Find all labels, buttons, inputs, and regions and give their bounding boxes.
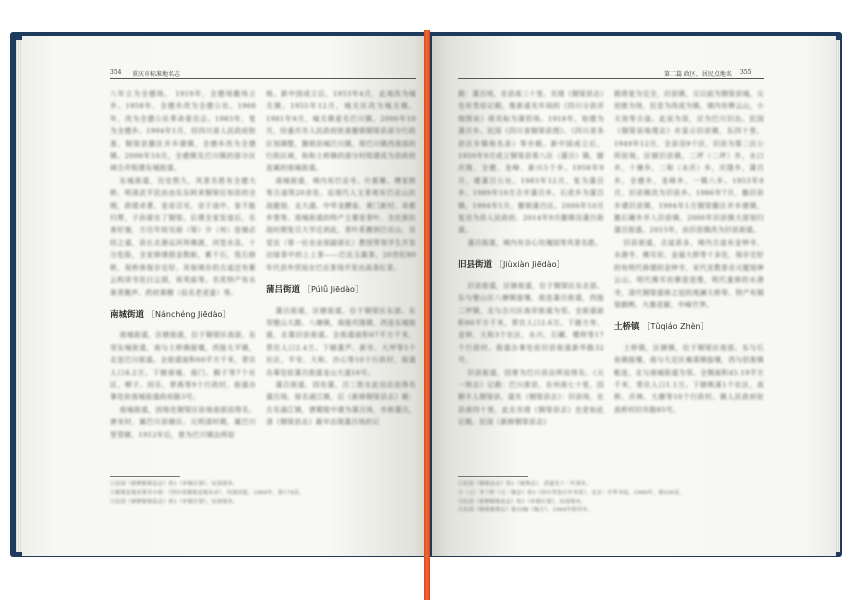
heading-name: 土桥镇 bbox=[614, 322, 640, 333]
footnote: ①民国《新修铜梁县志》卷1《乡镇区划》，民国刻本。 bbox=[110, 481, 239, 487]
paragraph: 载将更为完全，旧县镇，元以前为铜梁县城，元初废为场，民昔为改成为镇，境内有棒云山，小天池等古迹。此说为误，应为巴川旧治。民国《铜梁县地理志》亦显示旧县镇，东四十里。1949年12月，全县设9个区，旧县为第二区公所驻地，区辖旧县镇，二坪（二坪）乡，水口乡，十塘乡，二和（永庆）乡，庆隆乡，蒲吕乡，全德乡，龙峰乡，一镇八乡。1953年8月，旧县镇改为旧县乡。1986年7月，撤旧县乡建旧县镇，1994年1月铜梁撤区并乡建镇，撤石碾乡并入旧县镇，2006年旧县镇大部划归蒲吕街道。2015年，由旧县镇改为旧县街道。 bbox=[614, 90, 764, 235]
footnote: ②（元）李兰肸《元一统志》卷5《四川等处行中书省》，北京：中华书局，1966年，第530页。 bbox=[458, 489, 685, 496]
footnote: ③民国《新修铜梁县志》卷1《乡镇区划》，民国刻本。 bbox=[458, 498, 587, 505]
paragraph: 旧县街道，因曾为巴川县治所而得名。《元一统志》记载：巴川废县，在州南七十里，因朝丰人铜梁县。道光《铜梁县志》：旧县场，在县南四十里。此在光绪《铜梁县志》也是如此记载。民国《新修铜梁县志》 bbox=[458, 368, 604, 427]
heading-name: 蒲吕街道 bbox=[266, 285, 301, 296]
right-footnotes bbox=[458, 480, 758, 515]
paragraph: 南城街道，因地处铜梁区驻地南部而得名。唐宋时，属巴川县辖区。元明清时期，属巴川里管辖。1912年后，曾为巴川镇治所驻 bbox=[110, 405, 256, 439]
left-footnotes bbox=[110, 480, 410, 506]
right-column-2 bbox=[614, 88, 764, 416]
left-page-number: 354 bbox=[110, 69, 122, 76]
heading-pinyin: Tǔqiáo Zhèn bbox=[650, 322, 701, 332]
right-page-number: 355 bbox=[740, 69, 752, 76]
heading-pinyin: Púlǚ Jiēdào bbox=[310, 285, 355, 295]
heading-name: 南城街道 bbox=[110, 309, 145, 320]
section-heading-tuqiao: 土桥镇 ［Tǔqiáo Zhèn］ bbox=[614, 322, 709, 333]
paragraph: 旧县街道，区辖街道，位于铜梁区东北部。东与璧山区八塘镇接壤，南连蒲吕街道，西接二坪镇，北与合川区南岸街道为邻。全街道面积80平方千米，常住人口2.6万。下辖方寿、金钟、大和3个社区，水兴、石碾、檬梓等17个行政村。街道办事处驻旧县街道新华路32号。 bbox=[458, 281, 604, 365]
paragraph: 地。新中国成立后，1953年4月，此地改为城关镇。1955年12月，城关区改为城关镇。1981年8月，城关镇更名巴川镇。2006年10月，经重庆市人民政府批准撤销铜梁县部分行政区划调整，撤销县城巴川镇，将巴川镇西南部的行政区域，和和土桥镇的部分村组建成为县政府直属的南城街道。 bbox=[266, 90, 416, 173]
heading-name: 旧县街道 bbox=[458, 260, 493, 271]
paragraph: 南城街道，境内有巴岳寺、什都寨、傅家桥等古迹筑20余处。近现代人文景观有巴岳山抗战题刻、北大湖、中华龙腰泉、黄门新村、奇都乡堡等。南城街道的特产主要是茶叶，全民族抗战时期复旦大学迁到此，茶叶系搬到巴岳山，吴觉农（第一任农业部副部长）教授带领学生开发出绿茶中的上上茶——巴岳玉露茶。20世纪80年代县外贸局在巴岳茶场开发出高香红茶。 bbox=[266, 176, 416, 272]
footnote: ③民国《新修铜梁县志》卷1《乡镇区划》，民国刻本。 bbox=[110, 498, 239, 505]
paragraph: 土桥镇，区辖镇，位于铜梁区南部。东与石鱼镇接壤，南与大足区雍溪镇接壤，西与侣象镇毗连，北与南城街道为邻。全镇面积45.19平方千米，常住人口1.1万。下辖桃溪1个社区，高桥、庆林、大磨等10个行政村。镇人民政府驻高桥村旧市路85号。 bbox=[614, 343, 764, 414]
heading-pinyin: Nánchéng Jiēdào bbox=[154, 309, 223, 319]
footnote-rule bbox=[458, 476, 528, 477]
header-rule bbox=[110, 78, 416, 79]
heading-pinyin: Jiùxiàn Jiēdào bbox=[502, 260, 557, 270]
left-running-title: 重庆市标准地名志 bbox=[132, 71, 181, 78]
right-page bbox=[432, 36, 836, 556]
header-rule bbox=[458, 78, 764, 79]
paragraph: 蒲吕街道，因有蒲、吕二姓在此设店而得名蒲吕场。原名浦江镇，后《新修铜梁县志》载：古名浦江镇，谓蜀陵中建为蒲吕场，亦称蒲吕，清《铜梁县志》最早出现蒲吕场的记 bbox=[266, 380, 416, 427]
section-heading-pulu: 蒲吕街道 ［Púlǚ Jiēdào］ bbox=[266, 285, 363, 296]
section-heading-nancheng: 南城街道 ［Nánchéng Jiēdào］ bbox=[110, 309, 231, 320]
footnote: ①民国《铜梁县志》卷1《地舆志》，清道光十二年刻本。 bbox=[458, 481, 592, 487]
right-running-title: 第二篇 政区、居民点地名 bbox=[664, 71, 732, 78]
left-page bbox=[22, 36, 430, 556]
paragraph: 南城街道，区辖街道，位于铜梁区南部，东邻东城街道，南与土桥镇接壤，西接太平镇，北连巴川街道。全街道面积60平方千米，常住人口8.2万。下辖南城、南门、桐子等7个社区，柳子、同乐、翠禹等9个行政村，街道办事处驻南城街道政府路3号。 bbox=[110, 331, 256, 402]
paragraph: 旧县街道，古迹甚多，境内古迹有金钟寺、水港寺、佛耳岩、金福大桥等十多处，保存完好的有明代修建的金钟寺，宋代宣教茶贡元题刻神云山、明代佛耳岩摩崖造像，明代重修的水港寺，清代铜梁道修之冠的观澜大桥等。特产有铜梁鹤鸭、九锥花椒、中峰竹笋。 bbox=[614, 238, 764, 309]
section-heading-jiuxian: 旧县街道 ［Jiùxiàn Jiēdào］ bbox=[458, 260, 565, 271]
paragraph: 蒲吕街道，境内有谷心玫瑰园等风景名胜。 bbox=[467, 238, 603, 247]
paragraph: 八年立为全德场。 1919年，全德场撤场立乡。1958年，全德乡改为全德公社。1968年，改为全德公社革命委员会。1983年，复为全德乡。1994年1月，经四川省人民政府批准，铜梁县撤区并乡建镇，全德乡改为全德镇。2006年10月，全德镇及巴川镇的部分区域合并组建东城街道。 bbox=[110, 90, 256, 173]
footnote: ②铜梁县地名领导小组：《四川省铜梁县地名录》，内部出版，1984年，第174页。 bbox=[110, 489, 305, 496]
left-column-1 bbox=[110, 88, 256, 441]
paragraph: 东城街道，历史悠久，风景名胜有全德大桥、明清武平民由由东东阿来铜梁任知县的全刚，政绩卓著，皇帝召见，亲于途中，客不能归葬，子孙留在了铜梁。后建全家发迹后，乐善好施，万历年间见雨（梁）介（州）连铺必经之道，县长北港运河拜佛渡，河宽水急，十分危险，全家修缮捐金数斛，累千石，筏石修桥，视桥体保存完好。其他境存的古迹还有紫云构读书处白云洞，祝英庙等。名优特产有水果青搬声、药材黄精（俗名老虎姜）等。 bbox=[110, 176, 256, 297]
footnote-rule bbox=[110, 476, 180, 477]
footnote: ④民国《铜梁地理志》第35编《地方》，1984年铅印本。 bbox=[458, 507, 593, 514]
right-column-1 bbox=[458, 88, 604, 429]
left-column-2 bbox=[266, 88, 416, 429]
bookmark-ribbon bbox=[424, 30, 430, 600]
paragraph: 载：蒲吕场，在县南三十里。光绪《铜梁县志》也有类似记载。维新道光年间的《四川分县详细图说》将其标为蒲侣场。1918年，始建为蒲吕乡。民国《四川省铜梁县图》、《四川省各县区乡镇地名录》等亦载。新中国成立后，1950年9月成立铜梁县第八区（蒲吕）镇，辖庆隆、全德、龙峰、新兴5个乡。1958年9月，建蒲吕公社。1983年12月，复为蒲吕乡。1989年10月合并蒲吕乡。石虎乡为蒲吕镇。1994年1月，撤销蒲吕区。2006年10月复设为县人民政府。2014年9月撤镇设蒲吕街道。 bbox=[458, 90, 604, 235]
paragraph: 蒲吕街道，区辖街道，位于铜梁区东部。东邻璧山大路、八塘镇，南接庆隆镇，西连东城街道，北靠旧县街道。全街道面积67平方千米，常住人口2.4万。下辖蒲芦、新市、大坪等5个社区，平安、大和、沙心等10个行政村，街道办事处驻蒲吕街道龙山大道16号。 bbox=[266, 306, 416, 377]
